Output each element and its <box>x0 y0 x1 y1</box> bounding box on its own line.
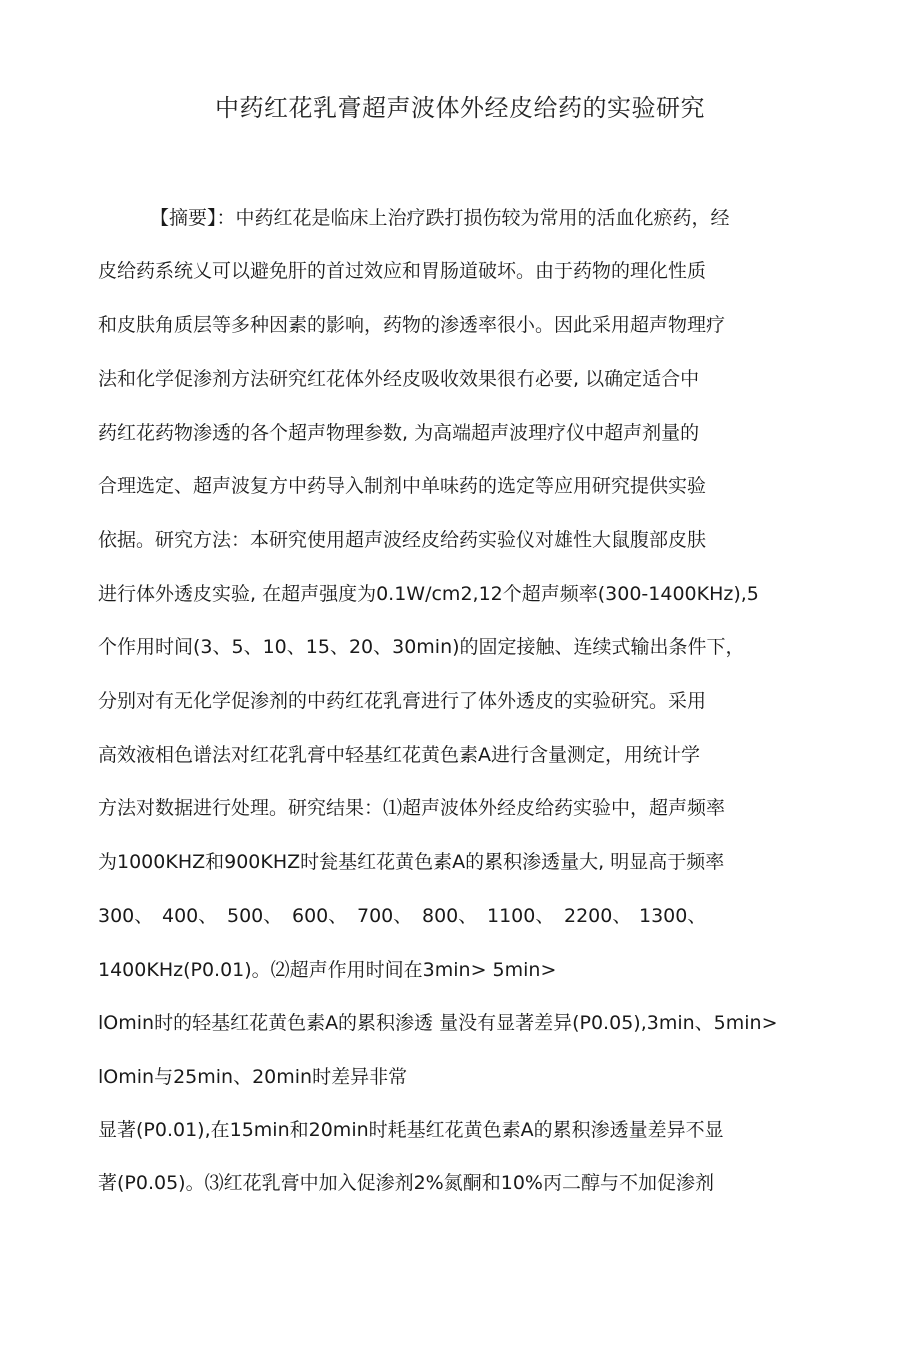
abstract-line-9: 个作用时间(3、5、10、15、20、30min)的固定接触、连续式输出条件下， <box>98 636 745 658</box>
freq-item: 600、 <box>292 905 348 927</box>
abstract-line-12: 方法对数据进行处理。研究结果：⑴超声波体外经皮给药实验中，超声频率 <box>98 797 726 819</box>
abstract-line-13: 为1000KHZ和900KHZ时瓮基红花黄色素A的累积渗透量大, 明显高于频率 <box>98 851 725 873</box>
freq-item: 1300、 <box>639 905 707 927</box>
abstract-line-18: 著(P0.05)。⑶红花乳膏中加入促渗剂2%氮酮和10%丙二醇与不加促渗剂 <box>98 1172 714 1194</box>
abstract-line-1: 【摘要】：中药红花是临床上治疗跌打损伤较为常用的活血化瘀药，经 <box>150 207 730 229</box>
freq-item: 700、 <box>357 905 413 927</box>
freq-item: 400、 <box>162 905 218 927</box>
abstract-line-14: 1400KHz(P0.01)。⑵超声作用时间在3min> 5min> <box>98 959 557 981</box>
abstract-line-7: 依据。研究方法：本研究使用超声波经皮给药实验仪对雄性大鼠腹部皮肤 <box>98 529 707 551</box>
abstract-line-6: 合理选定、超声波复方中药导入制剂中单味药的选定等应用研究提供实验 <box>98 475 707 497</box>
abstract-line-3: 和皮肤角质层等多种因素的影响，药物的渗透率很小。因此采用超声物理疗 <box>98 314 726 336</box>
freq-item: 2200、 <box>564 905 632 927</box>
freq-item: 300、 <box>98 905 154 927</box>
frequency-list <box>98 901 709 931</box>
page-title: 中药红花乳膏超声波体外经皮给药的实验研究 <box>215 94 705 122</box>
abstract-line-10: 分别对有无化学促渗剂的中药红花乳膏进行了体外透皮的实验研究。采用 <box>98 690 707 712</box>
abstract-line-4: 法和化学促渗剂方法研究红花体外经皮吸收效果很冇必要, 以确定适合中 <box>98 368 700 390</box>
freq-item: 1100、 <box>487 905 555 927</box>
abstract-line-16: lOmin与25min、20min时差异非常 <box>98 1066 408 1088</box>
freq-item: 800、 <box>422 905 478 927</box>
abstract-line-11: 高效液相色谱法对红花乳膏中轻基红花黄色素A进行含量测定，用统计学 <box>98 744 700 766</box>
abstract-line-8: 进行体外透皮实验, 在超声强度为0.1W/cm2,12个超声频率(300-1400KHz),5 <box>98 583 759 605</box>
abstract-line-15: lOmin时的轻基红花黄色素A的累积渗透 量没有显著差异(P0.05),3min、5min> <box>98 1012 778 1034</box>
abstract-line-17: 显著(P0.01),在15min和20min时耗基红花黄色素A的累积渗透量差异不显 <box>98 1119 724 1141</box>
freq-item: 500、 <box>227 905 283 927</box>
abstract-line-5: 药红花药物渗透的各个超声物理参数, 为高端超声波理疗仪中超声剂量的 <box>98 422 700 444</box>
abstract-line-2: 皮给药系统乂可以避免肝的首过效应和胃肠道破坏。由于药物的理化性质 <box>98 260 707 282</box>
